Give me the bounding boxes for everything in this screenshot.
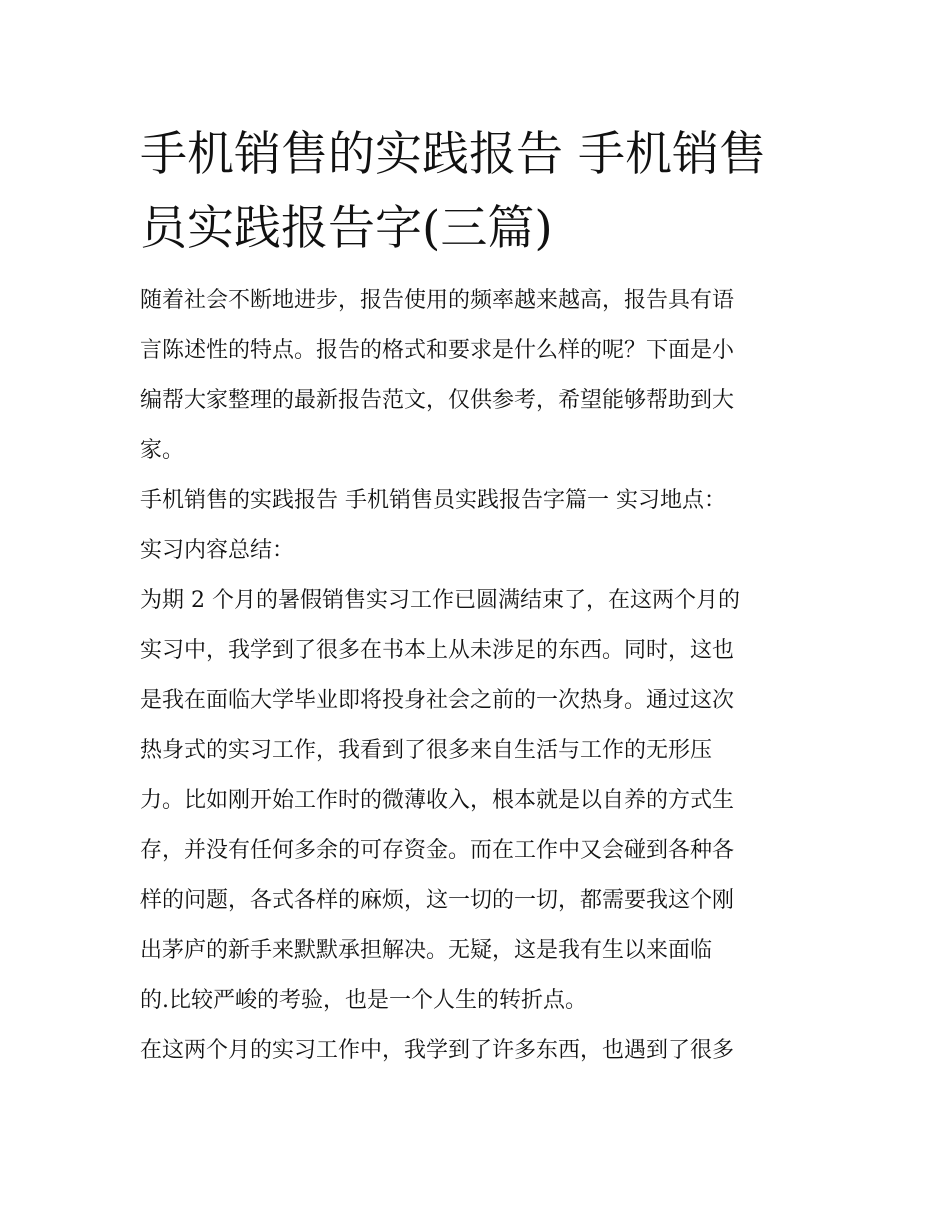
text-line: 编帮大家整理的最新报告范文，仅供参考，希望能够帮助到大 — [140, 388, 735, 413]
text-line: 是我在面临大学毕业即将投身社会之前的一次热身。通过这次 — [140, 688, 735, 713]
title-line: 手机销售的实践报告 手机销售 — [140, 127, 766, 182]
text-line: 家。 — [140, 438, 185, 463]
intro-paragraph — [140, 276, 815, 476]
text-line: 力。比如刚开始工作时的微薄收入，根本就是以自养的方式生 — [140, 788, 735, 813]
text-line: 为期 2 个月的暑假销售实习工作已圆满结束了，在这两个月的 — [140, 588, 740, 613]
document-page — [140, 118, 815, 1076]
body-paragraph — [140, 576, 815, 1026]
title-line: 员实践报告字(三篇) — [140, 201, 553, 256]
section-heading-paragraph — [140, 476, 815, 526]
text-line: 实习中，我学到了很多在书本上从未涉足的东西。同时，这也 — [140, 638, 735, 663]
document-title — [140, 118, 815, 266]
body-paragraph — [140, 1026, 815, 1076]
text-line: 存，并没有任何多余的可存资金。而在工作中又会碰到各种各 — [140, 838, 735, 863]
text-line: 出茅庐的新手来默默承担解决。无疑，这是我有生以来面临 — [140, 938, 713, 963]
text-line: 手机销售的实践报告 手机销售员实践报告字篇一 实习地点： — [140, 488, 726, 513]
text-line: 随着社会不断地进步，报告使用的频率越来越高，报告具有语 — [140, 288, 735, 313]
text-line: 实习内容总结： — [140, 538, 295, 563]
summary-label-paragraph — [140, 526, 815, 576]
text-line: 热身式的实习工作，我看到了很多来自生活与工作的无形压 — [140, 738, 713, 763]
text-line: 在这两个月的实习工作中，我学到了许多东西，也遇到了很多 — [140, 1038, 735, 1063]
text-line: 样的问题，各式各样的麻烦，这一切的一切，都需要我这个刚 — [140, 888, 735, 913]
text-line: 的.比较严峻的考验，也是一个人生的转折点。 — [140, 988, 587, 1013]
text-line: 言陈述性的特点。报告的格式和要求是什么样的呢？下面是小 — [140, 338, 735, 363]
